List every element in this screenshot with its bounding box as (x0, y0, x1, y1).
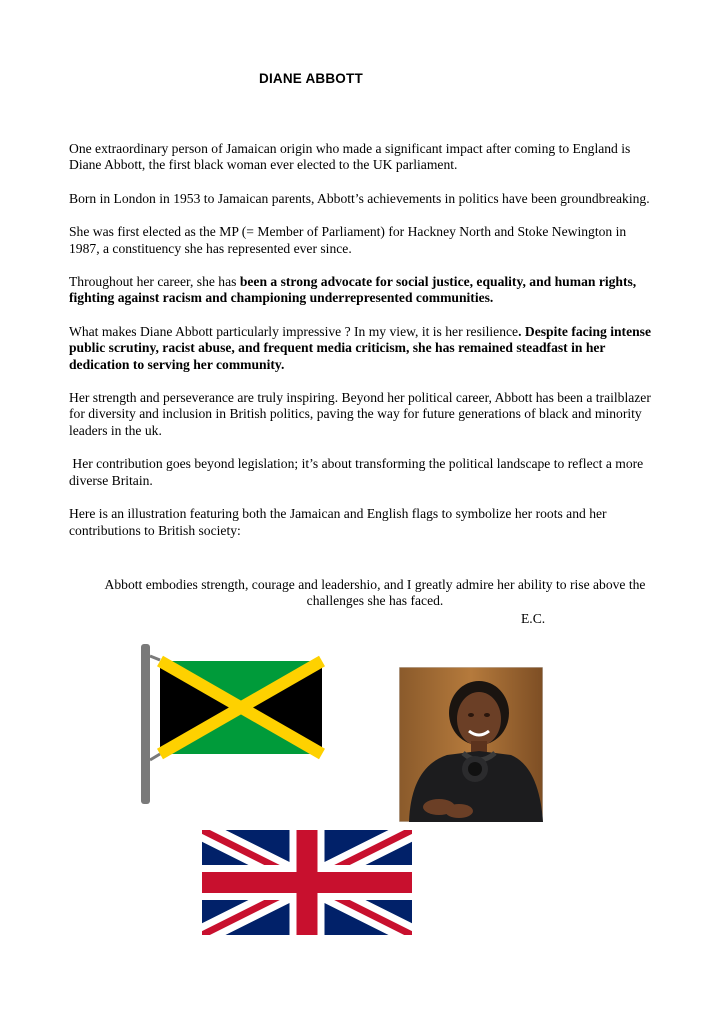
paragraph-4 (69, 274, 659, 307)
paragraph-1: One extraordinary person of Jamaican origin who made a significant impact after coming to England is Diane Abbott, the first black woman ever elected to the UK parliament. (69, 141, 631, 173)
paragraph-6: Her strength and perseverance are truly inspiring. Beyond her political career, Abbott has been a trailblazer for diversity and inclusion in British politics, paving the way for future generations of black and minority leaders in the uk. (69, 390, 651, 438)
document-title: DIANE ABBOTT (259, 71, 363, 86)
signature: E.C. (521, 611, 546, 626)
paragraph-5-plain: What makes Diane Abbott particularly impressive ? In my view, it is her resilience (69, 323, 519, 339)
flag-pole-bracket-bottom (150, 754, 160, 760)
paragraph-7: Her contribution goes beyond legislation; it’s about transforming the political landscape to reflect a more diverse Britain. (69, 456, 647, 488)
closing-quote: Abbott embodies strength, courage and leadershio, and I greatly admire her ability to rise above the challenges she has faced. (104, 577, 646, 609)
paragraph-4-plain: Throughout her career, she has (69, 274, 240, 290)
paragraph-3: She was first elected as the MP (= Member of Parliament) for Hackney North and Stoke Newington in 1987, a constituency she has represented ever since. (69, 224, 627, 256)
jamaica-flag-cloth (160, 661, 322, 754)
jamaica-flag-icon (138, 642, 328, 807)
paragraph-4-bold: been a strong advocate for social justice, equality, and human rights, fighting against racism and championing underrepresented communities. (69, 274, 637, 306)
flag-pole-bracket-top (150, 656, 160, 660)
paragraph-5 (69, 324, 659, 373)
paragraph-2: Born in London in 1953 to Jamaican parents, Abbott’s achievements in politics have been groundbreaking. (69, 190, 650, 206)
document-body (69, 141, 659, 556)
portrait-photo-icon (399, 667, 543, 822)
paragraph-8: Here is an illustration featuring both the Jamaican and English flags to symbolize her roots and her contributions to British society: (69, 506, 607, 538)
paragraph-5-bold: . Despite facing intense public scrutiny, racist abuse, and frequent media criticism, she has remained steadfast in her dedication to serving her community. (69, 323, 651, 372)
flag-pole (141, 644, 150, 804)
uk-flag-icon (202, 830, 412, 935)
